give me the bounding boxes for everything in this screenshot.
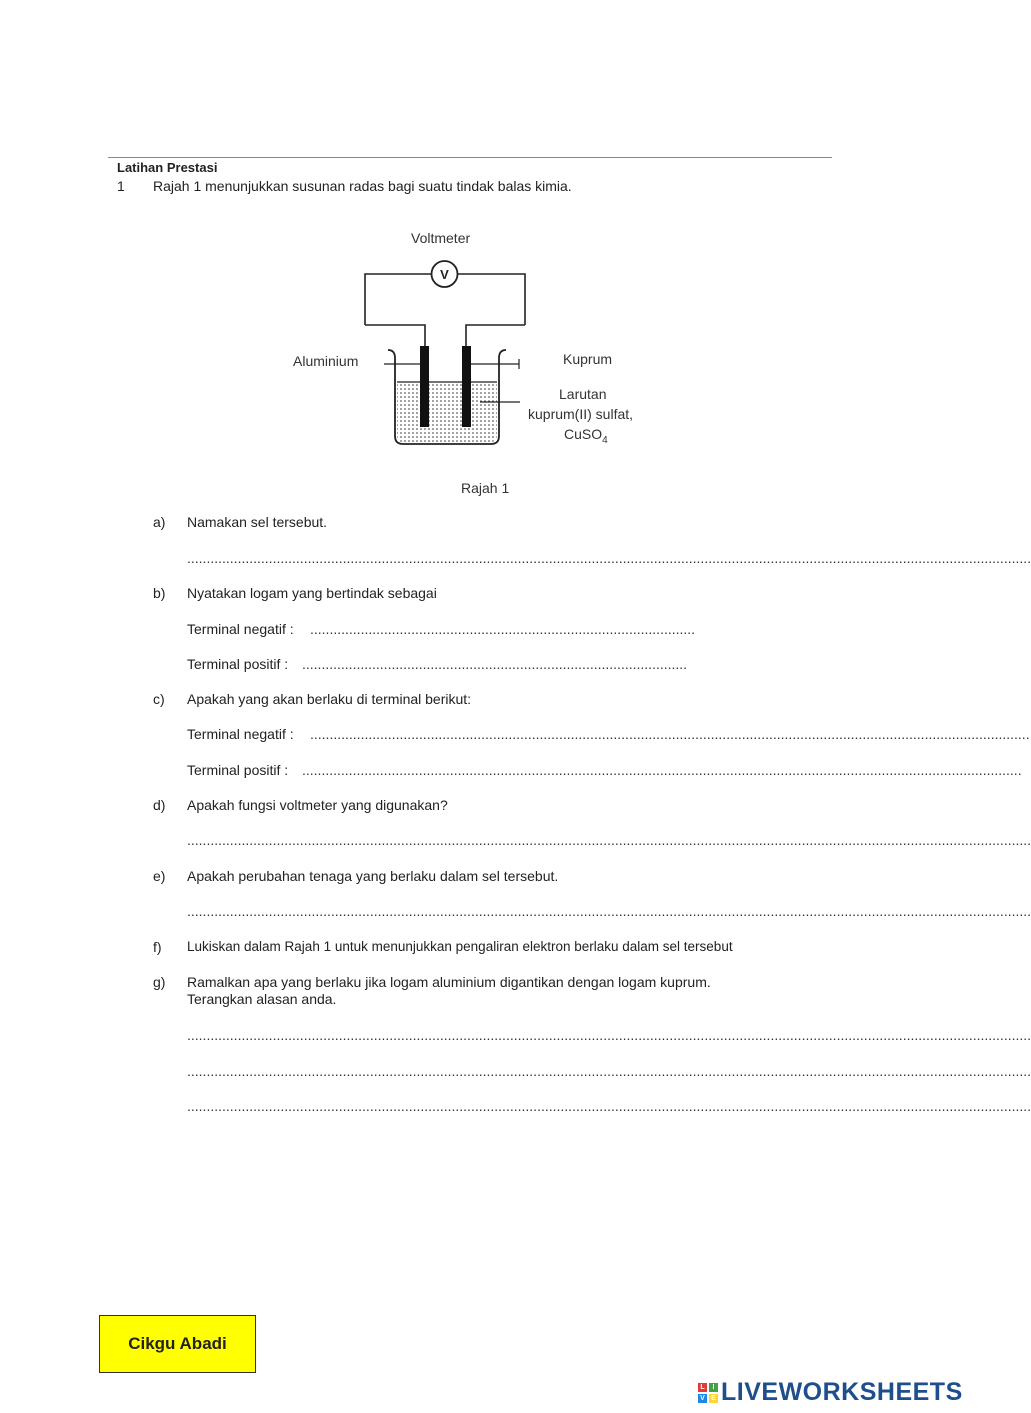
question-b-text: Nyatakan logam yang bertindak sebagai [187,585,437,601]
answer-g-line-2[interactable]: ......................................................................................................................................................................................................................... [187,1063,1031,1079]
voltmeter-symbol: V [440,267,449,282]
question-g-label: g) [153,974,166,990]
question-d-label: d) [153,797,166,813]
question-c-text: Apakah yang akan berlaku di terminal berikut: [187,691,472,707]
question-g-text-1: Ramalkan apa yang berlaku jika logam aluminium digantikan dengan logam kuprum. [187,974,711,990]
answer-c-positive-line[interactable]: ......................................................................................................................................................................................... [302,762,1022,778]
answer-a-line[interactable]: ......................................................................................................................................................................................................................... [187,550,1031,566]
answer-g-line-3[interactable]: ......................................................................................................................................................................................................................... [187,1098,1031,1114]
answer-b-positive-line[interactable]: ................................................................................................... [302,656,688,672]
solution-label-3: CuSO$_4$ [564,426,608,446]
wire-right [458,274,525,325]
question-c-label: c) [153,691,165,707]
liveworksheets-logo-icon: L I V E [698,1383,718,1403]
question-g-text-2: Terangkan alasan anda. [187,991,337,1007]
wire-left [365,274,431,325]
diagram-caption: Rajah 1 [461,480,510,496]
answer-c-negative-line[interactable]: ......................................................................................................................................................................................... [310,726,1030,742]
electrochemical-cell-diagram [0,0,1000,520]
question-f-label: f) [153,939,162,955]
liveworksheets-logo [698,1378,963,1407]
question-b-negative-label: Terminal negatif : [187,621,294,637]
question-a-label: a) [153,514,166,530]
answer-d-line[interactable]: ......................................................................................................................................................................................................................... [187,832,1031,848]
question-text: Rajah 1 menunjukkan susunan radas bagi suatu tindak balas kimia. [153,178,572,194]
question-b-positive-label: Terminal positif : [187,656,289,672]
kuprum-electrode [462,346,471,427]
solution-label-1: Larutan [559,386,607,402]
author-badge: Cikgu Abadi [99,1315,256,1373]
solution-label-2: kuprum(II) sulfat, [528,406,634,422]
question-c-positive-label: Terminal positif : [187,762,289,778]
question-a-text: Namakan sel tersebut. [187,514,328,530]
liveworksheets-brand-text: LIVEWORKSHEETS [721,1378,963,1406]
kuprum-label: Kuprum [563,351,613,367]
question-e-label: e) [153,868,166,884]
wire-to-kuprum [466,325,525,348]
answer-e-line[interactable]: ......................................................................................................................................................................................................................... [187,903,1031,919]
question-f-text: Lukiskan dalam Rajah 1 untuk menunjukkan pengaliran elektron berlaku dalam sel tersebut [187,939,733,954]
voltmeter-label: Voltmeter [411,230,471,246]
answer-g-line-1[interactable]: ......................................................................................................................................................................................................................... [187,1027,1031,1043]
question-number: 1 [117,178,125,194]
question-e-text: Apakah perubahan tenaga yang berlaku dalam sel tersebut. [187,868,559,884]
question-d-text: Apakah fungsi voltmeter yang digunakan? [187,797,448,813]
aluminium-electrode [420,346,429,427]
question-c-negative-label: Terminal negatif : [187,726,294,742]
section-title: Latihan Prestasi [117,160,218,175]
question-b-label: b) [153,585,166,601]
copper-sulfate-solution [397,382,497,442]
answer-b-negative-line[interactable]: ................................................................................................... [310,621,696,637]
aluminium-label: Aluminium [293,353,359,369]
wire-to-aluminium [365,325,425,348]
